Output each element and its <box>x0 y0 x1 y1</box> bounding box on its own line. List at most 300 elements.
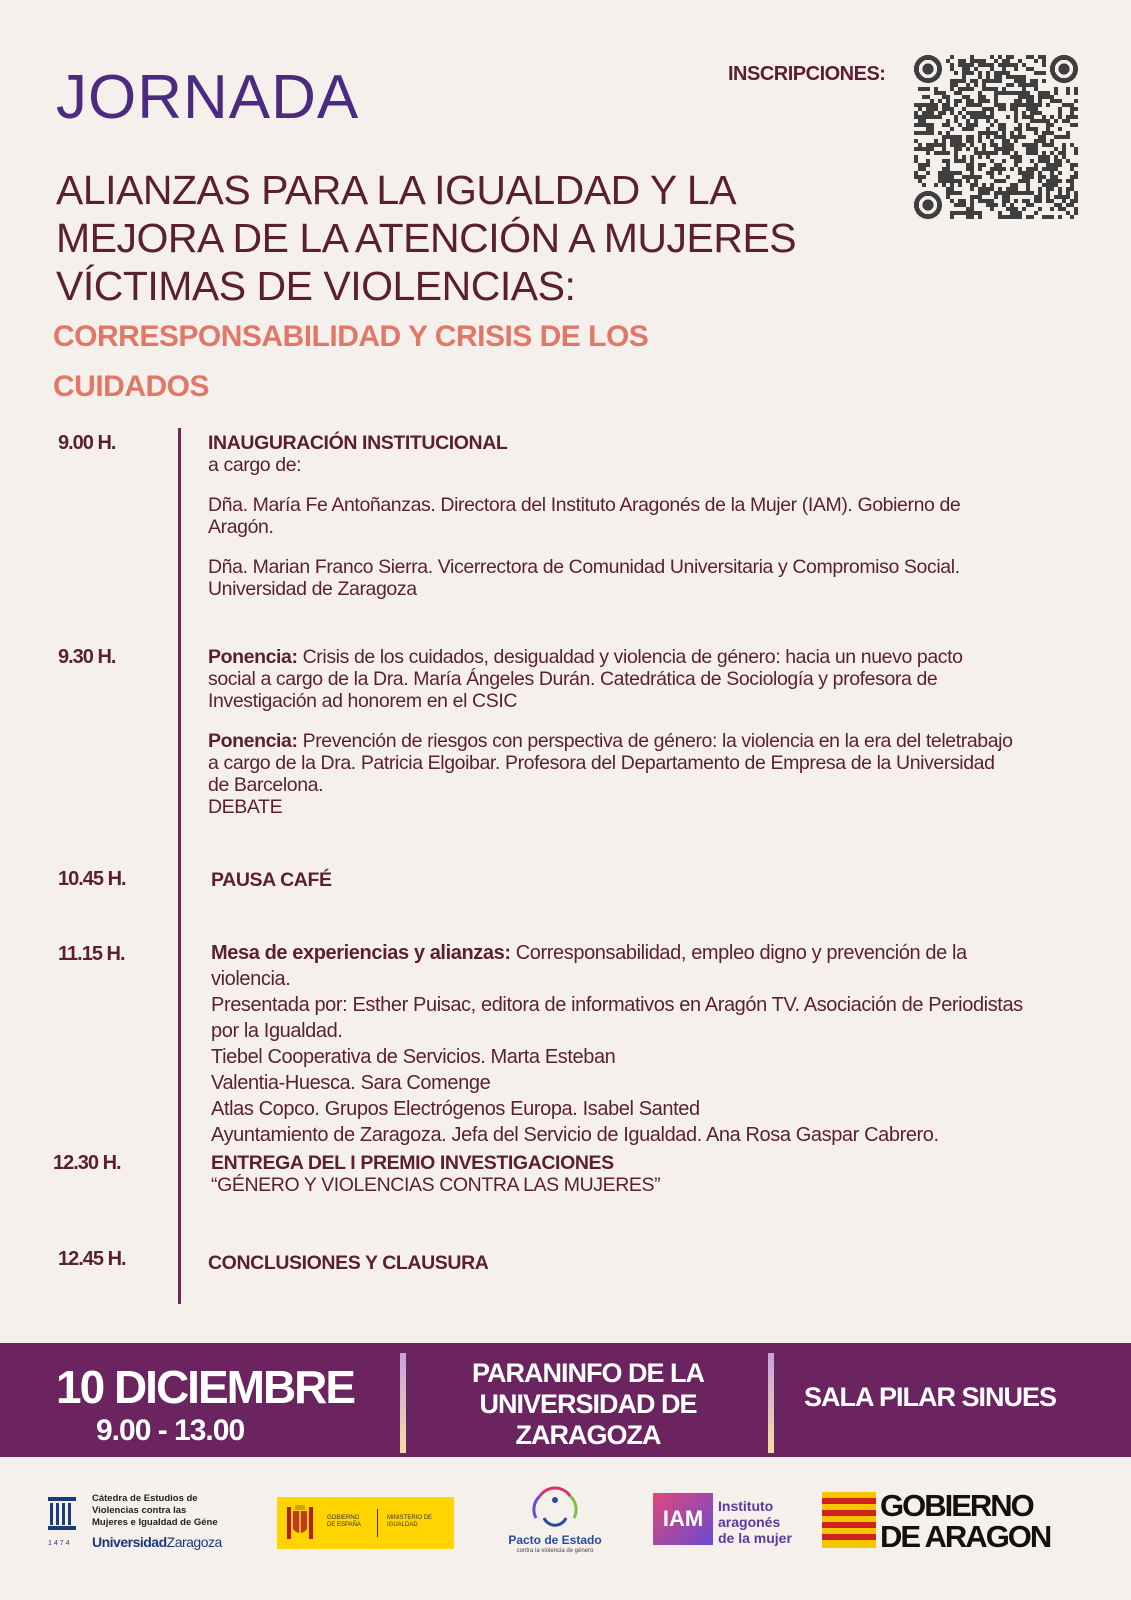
qr-module <box>1034 79 1038 83</box>
qr-module <box>1010 75 1014 79</box>
qr-module <box>1042 151 1046 155</box>
qr-module <box>1026 183 1030 187</box>
qr-module <box>942 123 946 127</box>
university-logo-text <box>92 1534 222 1550</box>
qr-module <box>918 131 922 135</box>
qr-module <box>942 91 946 95</box>
qr-module <box>1074 195 1078 199</box>
qr-module <box>1030 79 1034 83</box>
qr-module <box>958 91 962 95</box>
qr-module <box>1022 87 1026 91</box>
qr-module <box>1042 115 1046 119</box>
qr-module <box>1034 87 1038 91</box>
qr-module <box>950 135 954 139</box>
qr-module <box>982 95 986 99</box>
qr-module <box>950 199 954 203</box>
qr-module <box>986 79 990 83</box>
qr-module <box>1022 95 1026 99</box>
qr-module <box>938 179 942 183</box>
qr-module <box>1006 207 1010 211</box>
qr-module <box>970 187 974 191</box>
qr-module <box>950 143 954 147</box>
qr-module <box>1014 99 1018 103</box>
qr-module <box>974 123 978 127</box>
qr-module <box>1058 99 1062 103</box>
qr-module <box>1026 99 1030 103</box>
qr-module <box>962 159 966 163</box>
qr-module <box>978 115 982 119</box>
qr-module <box>1006 187 1010 191</box>
panel-participant: Valentia-Huesca. Sara Comenge <box>211 1072 491 1094</box>
qr-module <box>958 79 962 83</box>
qr-module <box>1018 215 1022 219</box>
qr-module <box>990 159 994 163</box>
qr-module <box>946 187 950 191</box>
qr-module <box>1006 151 1010 155</box>
qr-module <box>962 79 966 83</box>
qr-module <box>946 59 950 63</box>
aragon-line: GOBIERNO <box>880 1488 1033 1523</box>
qr-module <box>1050 171 1054 175</box>
qr-module <box>954 83 958 87</box>
qr-module <box>934 115 938 119</box>
qr-module <box>1018 91 1022 95</box>
qr-module <box>1074 151 1078 155</box>
qr-module <box>950 171 954 175</box>
qr-module <box>1070 199 1074 203</box>
qr-module <box>1038 111 1042 115</box>
qr-module <box>970 203 974 207</box>
qr-module <box>970 115 974 119</box>
qr-module <box>962 115 966 119</box>
qr-module <box>978 199 982 203</box>
qr-module <box>1006 75 1010 79</box>
qr-module <box>1058 115 1062 119</box>
qr-module <box>954 191 958 195</box>
qr-module <box>1018 171 1022 175</box>
speaker-text: Dña. Marian Franco Sierra. Vicerrectora de Comunidad Universitaria y Compromiso Social. Universidad de Zaragoza <box>208 556 960 600</box>
catedra-line: Violencias contra las <box>92 1505 187 1516</box>
qr-module <box>982 79 986 83</box>
qr-module <box>986 119 990 123</box>
qr-module <box>926 103 930 107</box>
qr-module <box>1014 127 1018 131</box>
qr-module <box>1070 123 1074 127</box>
qr-module <box>1030 215 1034 219</box>
qr-module <box>946 103 950 107</box>
qr-module <box>926 95 930 99</box>
qr-module <box>1030 167 1034 171</box>
qr-module <box>1010 107 1014 111</box>
qr-module <box>1026 55 1030 59</box>
qr-module <box>1018 95 1022 99</box>
qr-module <box>1058 163 1062 167</box>
qr-module <box>1014 91 1018 95</box>
qr-module <box>1046 187 1050 191</box>
qr-module <box>1042 167 1046 171</box>
qr-module <box>946 123 950 127</box>
qr-module <box>1070 183 1074 187</box>
gobierno-divider <box>377 1509 378 1537</box>
qr-module <box>926 159 930 163</box>
session-heading: INAUGURACIÓN INSTITUCIONAL <box>208 432 508 454</box>
qr-module <box>982 63 986 67</box>
session-award <box>211 1152 1071 1196</box>
qr-module <box>1042 59 1046 63</box>
qr-module <box>986 107 990 111</box>
qr-module <box>1066 103 1070 107</box>
qr-module <box>978 103 982 107</box>
qr-module <box>1014 191 1018 195</box>
qr-module <box>994 71 998 75</box>
qr-module <box>1038 191 1042 195</box>
qr-module <box>1030 111 1034 115</box>
qr-module <box>970 79 974 83</box>
qr-module <box>994 147 998 151</box>
qr-module <box>990 79 994 83</box>
qr-module <box>974 151 978 155</box>
qr-module <box>1054 163 1058 167</box>
qr-module <box>970 111 974 115</box>
qr-module <box>970 71 974 75</box>
qr-module <box>978 135 982 139</box>
qr-module <box>1070 215 1074 219</box>
qr-module <box>1022 171 1026 175</box>
qr-module <box>998 103 1002 107</box>
lecture-label: Ponencia: <box>208 730 298 752</box>
qr-module <box>1002 135 1006 139</box>
qr-module <box>930 111 934 115</box>
qr-module <box>1006 83 1010 87</box>
event-venue <box>430 1358 746 1451</box>
qr-module <box>998 211 1002 215</box>
qr-module <box>998 91 1002 95</box>
qr-module <box>914 111 918 115</box>
qr-module <box>994 191 998 195</box>
qr-module <box>978 163 982 167</box>
qr-module <box>978 175 982 179</box>
qr-module <box>1014 103 1018 107</box>
qr-module <box>1038 119 1042 123</box>
qr-module <box>1066 87 1070 91</box>
qr-module <box>970 155 974 159</box>
qr-module <box>954 79 958 83</box>
qr-module <box>942 107 946 111</box>
qr-module <box>926 107 930 111</box>
qr-module <box>966 103 970 107</box>
qr-module <box>974 147 978 151</box>
qr-module <box>922 131 926 135</box>
registration-qr-code[interactable] <box>914 55 1078 219</box>
qr-module <box>1026 151 1030 155</box>
qr-module <box>986 131 990 135</box>
qr-module <box>958 191 962 195</box>
qr-module <box>966 139 970 143</box>
qr-module <box>914 115 918 119</box>
qr-module <box>946 195 950 199</box>
qr-module <box>994 103 998 107</box>
qr-module <box>958 199 962 203</box>
qr-module <box>1054 91 1058 95</box>
qr-module <box>918 175 922 179</box>
debate-label: DEBATE <box>208 796 283 818</box>
qr-module <box>1042 159 1046 163</box>
qr-module <box>914 147 918 151</box>
qr-module <box>1026 187 1030 191</box>
qr-module <box>1070 167 1074 171</box>
qr-module <box>1022 207 1026 211</box>
title-line: MEJORA DE LA ATENCIÓN A MUJERES <box>56 215 797 261</box>
qr-module <box>1050 215 1054 219</box>
qr-module <box>1030 115 1034 119</box>
qr-module <box>1054 203 1058 207</box>
qr-module <box>958 171 962 175</box>
qr-module <box>942 139 946 143</box>
qr-module <box>1034 163 1038 167</box>
qr-module <box>978 91 982 95</box>
qr-module <box>962 175 966 179</box>
qr-module <box>946 99 950 103</box>
qr-module <box>1018 159 1022 163</box>
qr-module <box>1054 87 1058 91</box>
qr-module <box>998 135 1002 139</box>
catedra-line: Cátedra de Estudios de <box>92 1493 198 1504</box>
qr-module <box>1066 159 1070 163</box>
qr-module <box>1050 143 1054 147</box>
qr-module <box>970 87 974 91</box>
qr-module <box>1042 215 1046 219</box>
qr-module <box>990 203 994 207</box>
qr-module <box>1046 199 1050 203</box>
qr-module <box>1070 115 1074 119</box>
qr-module <box>1070 179 1074 183</box>
banner-separator <box>768 1353 774 1453</box>
qr-module <box>1046 183 1050 187</box>
banner-separator <box>400 1353 406 1453</box>
qr-module <box>1046 163 1050 167</box>
qr-module <box>1002 139 1006 143</box>
qr-module <box>914 139 918 143</box>
qr-module <box>1014 151 1018 155</box>
qr-module <box>974 103 978 107</box>
qr-module <box>978 211 982 215</box>
qr-module <box>1034 111 1038 115</box>
award-name: “GÉNERO Y VIOLENCIAS CONTRA LAS MUJERES” <box>211 1174 661 1196</box>
qr-module <box>1002 151 1006 155</box>
qr-module <box>962 59 966 63</box>
qr-module <box>1062 207 1066 211</box>
qr-module <box>982 115 986 119</box>
qr-module <box>1054 135 1058 139</box>
qr-module <box>1014 67 1018 71</box>
qr-module <box>1014 75 1018 79</box>
qr-module <box>954 151 958 155</box>
qr-module <box>1014 215 1018 219</box>
qr-module <box>1006 195 1010 199</box>
qr-module <box>1022 115 1026 119</box>
qr-module <box>922 111 926 115</box>
qr-module <box>914 159 918 163</box>
qr-module <box>954 119 958 123</box>
qr-module <box>926 87 930 91</box>
qr-module <box>1062 143 1066 147</box>
event-date: 10 DICIEMBRE <box>56 1361 355 1413</box>
qr-module <box>1014 139 1018 143</box>
qr-module <box>1034 167 1038 171</box>
qr-module <box>1006 139 1010 143</box>
qr-module <box>930 127 934 131</box>
qr-module <box>942 175 946 179</box>
qr-module <box>1062 151 1066 155</box>
qr-module <box>986 155 990 159</box>
event-title <box>56 166 797 310</box>
qr-module <box>1034 199 1038 203</box>
qr-module <box>1022 103 1026 107</box>
qr-module <box>990 67 994 71</box>
qr-module <box>1034 139 1038 143</box>
qr-module <box>1030 151 1034 155</box>
qr-module <box>946 119 950 123</box>
qr-module <box>1018 99 1022 103</box>
qr-module <box>966 67 970 71</box>
qr-module <box>1026 123 1030 127</box>
qr-module <box>974 67 978 71</box>
qr-module <box>1054 167 1058 171</box>
qr-module <box>1018 127 1022 131</box>
qr-module <box>1062 155 1066 159</box>
qr-module <box>1058 171 1062 175</box>
qr-module <box>1058 179 1062 183</box>
qr-module <box>1046 159 1050 163</box>
qr-module <box>1026 91 1030 95</box>
qr-module <box>926 127 930 131</box>
qr-module <box>950 179 954 183</box>
qr-module <box>950 183 954 187</box>
pacto-de-estado-subtitle: contra la violencia de género <box>516 1548 594 1554</box>
qr-module <box>1042 79 1046 83</box>
qr-module <box>1038 99 1042 103</box>
qr-module <box>918 107 922 111</box>
qr-module <box>1026 171 1030 175</box>
qr-module <box>1026 199 1030 203</box>
qr-module <box>1030 95 1034 99</box>
qr-module <box>982 143 986 147</box>
qr-module <box>982 99 986 103</box>
qr-module <box>1014 183 1018 187</box>
venue-line: ZARAGOZA <box>515 1420 661 1450</box>
qr-module <box>942 143 946 147</box>
qr-module <box>1006 59 1010 63</box>
qr-module <box>950 211 954 215</box>
qr-module <box>1042 155 1046 159</box>
qr-module <box>914 155 918 159</box>
qr-module <box>914 171 918 175</box>
qr-module <box>974 115 978 119</box>
qr-module <box>1054 147 1058 151</box>
qr-module <box>1030 143 1034 147</box>
qr-module <box>1026 179 1030 183</box>
qr-module <box>990 167 994 171</box>
qr-module <box>930 131 934 135</box>
qr-module <box>966 179 970 183</box>
qr-module <box>1046 131 1050 135</box>
qr-module <box>926 111 930 115</box>
qr-module <box>938 131 942 135</box>
qr-module <box>970 159 974 163</box>
qr-module <box>1026 67 1030 71</box>
qr-module <box>1058 187 1062 191</box>
qr-module <box>942 95 946 99</box>
qr-module <box>930 99 934 103</box>
qr-module <box>958 147 962 151</box>
qr-module <box>958 179 962 183</box>
qr-module <box>966 135 970 139</box>
panel-participant: Ayuntamiento de Zaragoza. Jefa del Servicio de Igualdad. Ana Rosa Gaspar Cabrero. <box>211 1124 939 1146</box>
qr-module <box>1042 175 1046 179</box>
qr-module <box>970 99 974 103</box>
qr-module <box>1034 151 1038 155</box>
qr-module <box>982 191 986 195</box>
qr-module <box>1046 95 1050 99</box>
qr-module <box>946 107 950 111</box>
qr-module <box>1046 103 1050 107</box>
qr-module <box>994 131 998 135</box>
qr-module <box>1074 87 1078 91</box>
qr-module <box>986 135 990 139</box>
qr-module <box>1022 135 1026 139</box>
qr-module <box>978 71 982 75</box>
session-heading: PAUSA CAFÉ <box>211 869 332 891</box>
qr-module <box>1026 167 1030 171</box>
qr-module <box>1014 111 1018 115</box>
qr-module <box>982 87 986 91</box>
qr-module <box>954 203 958 207</box>
qr-module <box>1038 195 1042 199</box>
qr-module <box>1010 183 1014 187</box>
qr-module <box>1014 159 1018 163</box>
qr-module <box>1010 155 1014 159</box>
qr-module <box>922 175 926 179</box>
qr-module <box>970 135 974 139</box>
qr-module <box>1074 199 1078 203</box>
qr-module <box>1034 107 1038 111</box>
qr-module <box>1070 187 1074 191</box>
qr-module <box>1050 99 1054 103</box>
qr-module <box>1002 179 1006 183</box>
qr-module <box>950 175 954 179</box>
qr-module <box>1030 107 1034 111</box>
qr-module <box>970 103 974 107</box>
qr-module <box>934 143 938 147</box>
qr-module <box>990 55 994 59</box>
qr-module <box>1050 183 1054 187</box>
qr-module <box>970 127 974 131</box>
speaker-text: Dña. María Fe Antoñanzas. Directora del Instituto Aragonés de la Mujer (IAM). Gobierno de Aragón. <box>208 494 961 538</box>
qr-module <box>1010 143 1014 147</box>
qr-module <box>1066 203 1070 207</box>
qr-module <box>1054 159 1058 163</box>
qr-module <box>982 199 986 203</box>
qr-module <box>1030 203 1034 207</box>
qr-module <box>950 63 954 67</box>
qr-module <box>982 147 986 151</box>
qr-module <box>950 83 954 87</box>
qr-module <box>1054 99 1058 103</box>
qr-module <box>922 119 926 123</box>
qr-module <box>966 127 970 131</box>
qr-module <box>938 151 942 155</box>
qr-module <box>922 183 926 187</box>
